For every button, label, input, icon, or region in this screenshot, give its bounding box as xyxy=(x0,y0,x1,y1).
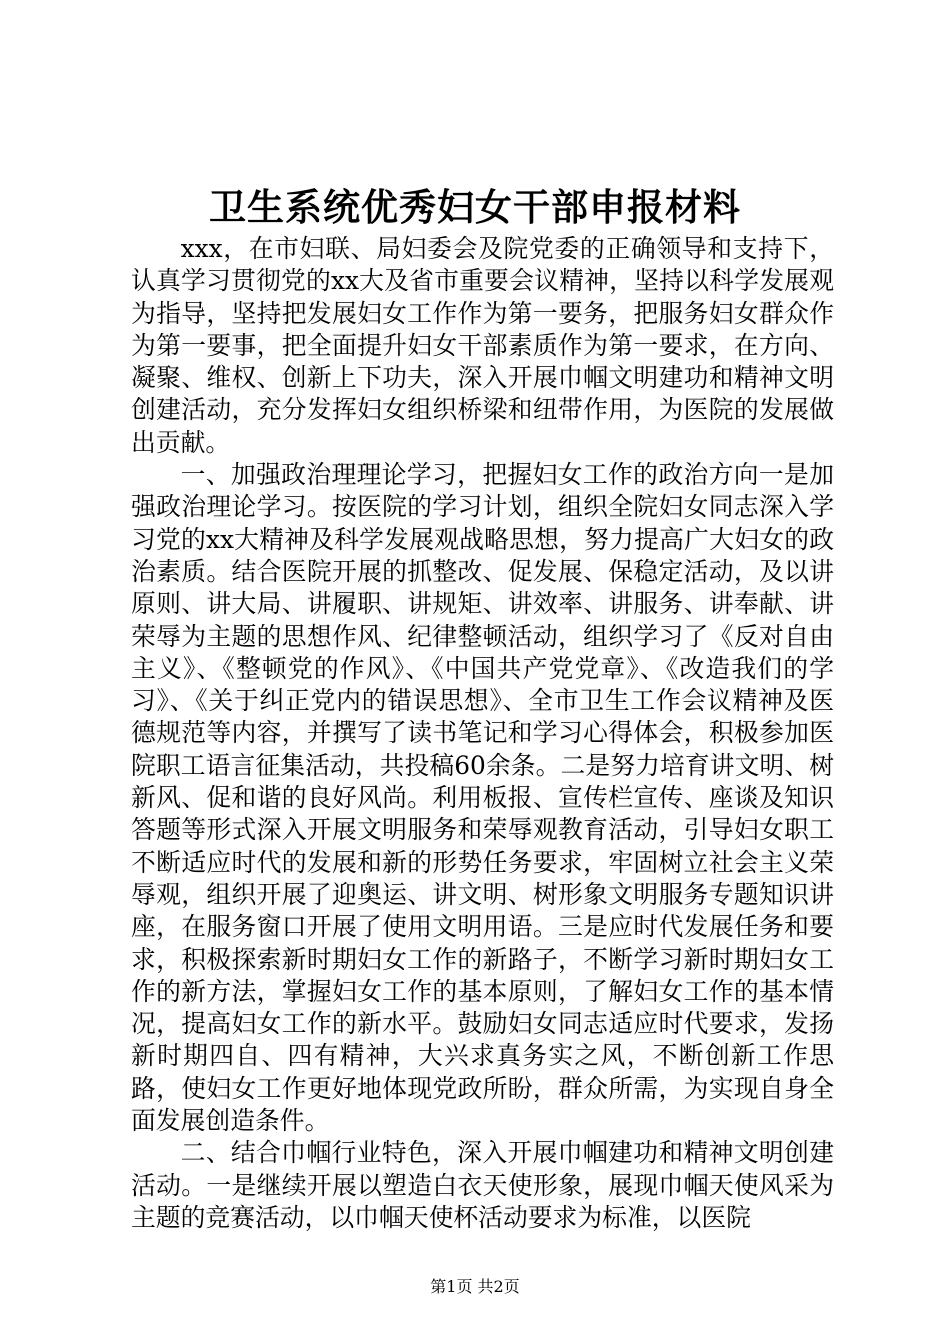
document-body xyxy=(131,233,834,1234)
document-title: 卫生系统优秀妇女干部申报材料 xyxy=(209,185,741,229)
paragraph-section-2: 二、结合巾帼行业特色，深入开展巾帼建功和精神文明创建活动。一是继续开展以塑造白衣天使形象，展现巾帼天使风采为主题的竞赛活动，以巾帼天使杯活动要求为标准，以医院 xyxy=(131,1138,834,1232)
page-number-footer: 第1页 共2页 xyxy=(430,1277,520,1296)
paragraph-intro: xxx，在市妇联、局妇委会及院党委的正确领导和支持下，认真学习贯彻党的xx大及省市重要会议精神，坚持以科学发展观为指导，坚持把发展妇女工作作为第一要务，把服务妇女群众作为第一要事，把全面提升妇女干部素质作为第一要求，在方向、凝聚、维权、创新上下功夫，深入开展巾帼文明建功和精神文明创建活动，充分发挥妇女组织桥梁和纽带作用，为医院的发展做出贡献。 xyxy=(131,234,834,457)
paragraph-section-1: 一、加强政治理理论学习，把握妇女工作的政治方向一是加强政治理论学习。按医院的学习计划，组织全院妇女同志深入学习党的xx大精神及科学发展观战略思想，努力提高广大妇女的政治素质。结合医院开展的抓整改、促发展、保稳定活动，及以讲原则、讲大局、讲履职、讲规矩、讲效率、讲服务、讲奉献、讲荣辱为主题的思想作风、纪律整顿活动，组织学习了《反对自由主义》、《整顿党的作风》、《中国共产党党章》、《改造我们的学习》、《关于纠正党内的错误思想》、全市卫生工作会议精神及医德规范等内容，并撰写了读书笔记和学习心得体会，积极参加医院职工语言征集活动，共投稿60余条。二是努力培育讲文明、树新风、促和谐的良好风尚。利用板报、宣传栏宣传、座谈及知识答题等形式深入开展文明服务和荣辱观教育活动，引导妇女职工不断适应时代的发展和新的形势任务要求，牢固树立社会主义荣辱观，组织开展了迎奥运、讲文明、树形象文明服务专题知识讲座，在服务窗口开展了使用文明用语。三是应时代发展任务和要求，积极探索新时期妇女工作的新路子，不断学习新时期妇女工作的新方法，掌握妇女工作的基本原则，了解妇女工作的基本情况，提高妇女工作的新水平。鼓励妇女同志适应时代要求，发扬新时期四自、四有精神，大兴求真务实之风，不断创新工作思路，使妇女工作更好地体现党政所盼，群众所需，为实现自身全面发展创造条件。 xyxy=(131,460,834,1136)
